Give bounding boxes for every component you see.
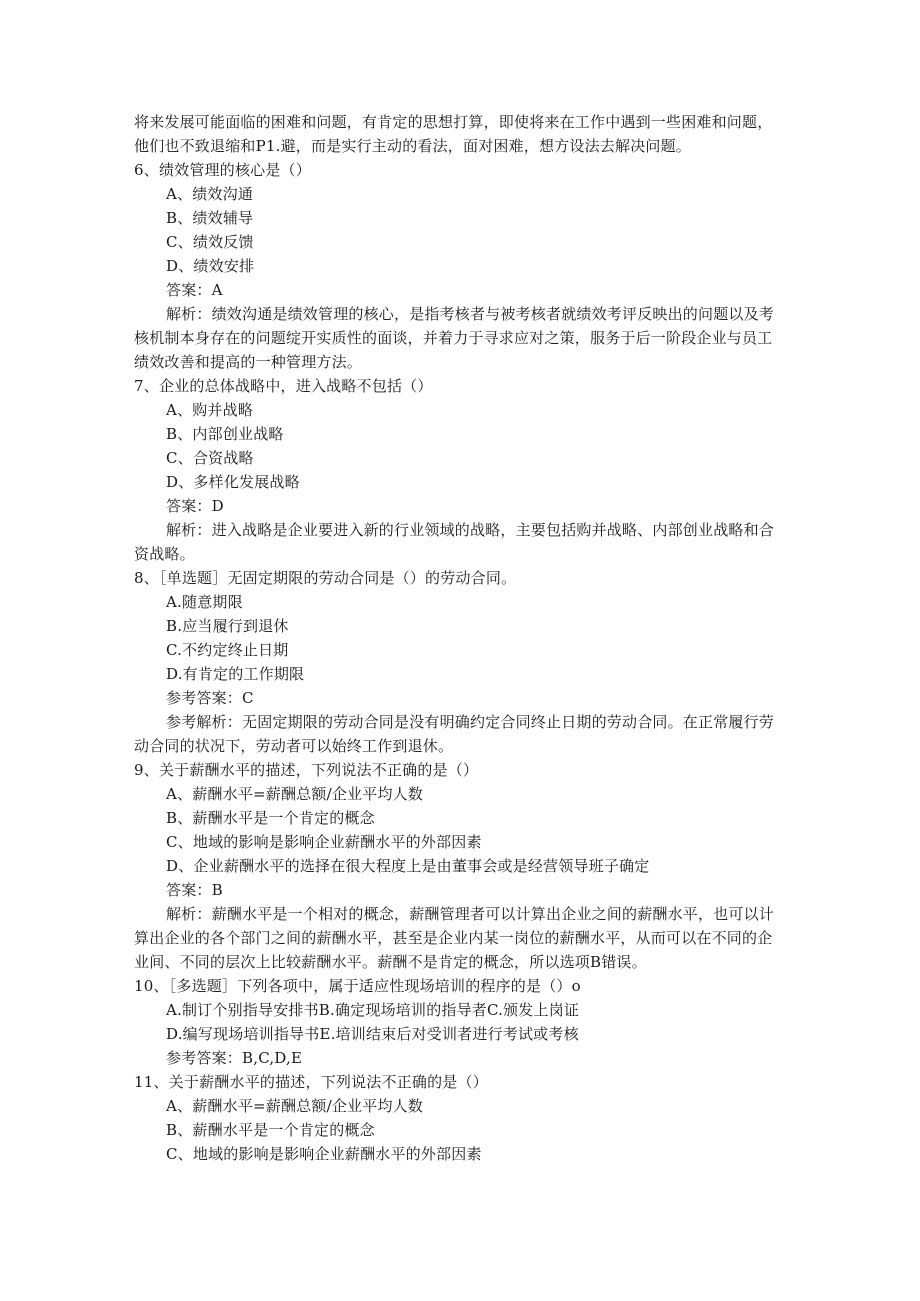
intro-line-2: 他们也不致退缩和P1.避，而是实行主动的看法，面对困难，想方设法去解决问题。 <box>134 137 692 155</box>
q7-option-a: A、购并战略 <box>166 401 254 419</box>
q6-option-b: B、绩效辅导 <box>166 209 254 227</box>
q7-analysis-line-1: 解析：进入战略是企业要进入新的行业领域的战略，主要包括购并战略、内部创业战略和合 <box>166 521 775 539</box>
question-10: 10、［多选题］下列各项中，属于适应性现场培训的程序的是（）o <box>134 977 581 995</box>
q8-analysis-line-2: 动合同的状况下，劳动者可以始终工作到退休。 <box>134 737 454 755</box>
q10-options-line-2: D.编写现场培训指导书E.培训结束后对受训者进行考试或考核 <box>166 1025 579 1043</box>
q9-option-a: A、薪酬水平=薪酬总额/企业平均人数 <box>166 785 424 803</box>
question-6: 6、绩效管理的核心是（） <box>134 161 311 179</box>
q8-option-b: B.应当履行到退休 <box>166 617 289 635</box>
q9-analysis-line-2: 算出企业的各个部门之间的薪酬水平，甚至是企业内某一岗位的薪酬水平，从而可以在不同的企 <box>134 929 773 947</box>
q9-answer: 答案：B <box>166 881 223 899</box>
q9-option-b: B、薪酬水平是一个肯定的概念 <box>166 809 375 827</box>
q9-option-c: C、地域的影响是影响企业薪酬水平的外部因素 <box>166 833 482 851</box>
q9-option-d: D、企业薪酬水平的选择在很大程度上是由董事会或是经营领导班子确定 <box>166 857 650 875</box>
q8-answer: 参考答案：C <box>166 689 254 707</box>
q8-analysis-line-1: 参考解析：无固定期限的劳动合同是没有明确约定合同终止日期的劳动合同。在正常履行劳 <box>166 713 775 731</box>
q7-option-d: D、多样化发展战略 <box>166 473 300 491</box>
q9-analysis-line-1: 解析：薪酬水平是一个相对的概念，薪酬管理者可以计算出企业之间的薪酬水平，也可以计 <box>166 905 775 923</box>
q7-option-b: B、内部创业战略 <box>166 425 284 443</box>
q10-answer: 参考答案：B,C,D,E <box>166 1049 303 1067</box>
q6-answer: 答案：A <box>166 281 223 299</box>
q11-option-c: C、地域的影响是影响企业薪酬水平的外部因素 <box>166 1145 482 1163</box>
question-9: 9、关于薪酬水平的描述，下列说法不正确的是（） <box>134 761 479 779</box>
q8-option-a: A.随意期限 <box>166 593 243 611</box>
q7-analysis-line-2: 资战略。 <box>134 545 195 563</box>
q11-option-a: A、薪酬水平=薪酬总额/企业平均人数 <box>166 1097 424 1115</box>
question-8: 8、［单选题］无固定期限的劳动合同是（）的劳动合同。 <box>134 569 517 587</box>
q9-analysis-line-3: 业间、不同的层次上比较薪酬水平。薪酬不是肯定的概念，所以选项B错误。 <box>134 953 647 971</box>
q6-option-a: A、绩效沟通 <box>166 185 254 203</box>
q7-option-c: C、合资战略 <box>166 449 254 467</box>
q6-analysis-line-3: 绩效改善和提高的一种管理方法。 <box>134 353 363 371</box>
q8-option-c: C.不约定终止日期 <box>166 641 289 659</box>
q6-option-d: D、绩效安排 <box>166 257 255 275</box>
q8-option-d: D.有肯定的工作期限 <box>166 665 305 683</box>
intro-line-1: 将来发展可能面临的困难和问题，有肯定的思想打算，即使将来在工作中遇到一些困难和问题， <box>134 113 773 131</box>
q6-analysis-line-1: 解析：绩效沟通是绩效管理的核心，是指考核者与被考核者就绩效考评反映出的问题以及考 <box>166 305 775 323</box>
question-11: 11、关于薪酬水平的描述，下列说法不正确的是（） <box>134 1073 488 1091</box>
q6-option-c: C、绩效反馈 <box>166 233 254 251</box>
q11-option-b: B、薪酬水平是一个肯定的概念 <box>166 1121 375 1139</box>
q6-analysis-line-2: 核机制本身存在的问题绽开实质性的面谈，并着力于寻求应对之策，服务于后一阶段企业与员工 <box>134 329 773 347</box>
q10-options-line-1: A.制订个别指导安排书B.确定现场培训的指导者C.颁发上岗证 <box>166 1001 580 1019</box>
question-7: 7、企业的总体战略中，进入战略不包括（） <box>134 377 433 395</box>
q7-answer: 答案：D <box>166 497 224 515</box>
